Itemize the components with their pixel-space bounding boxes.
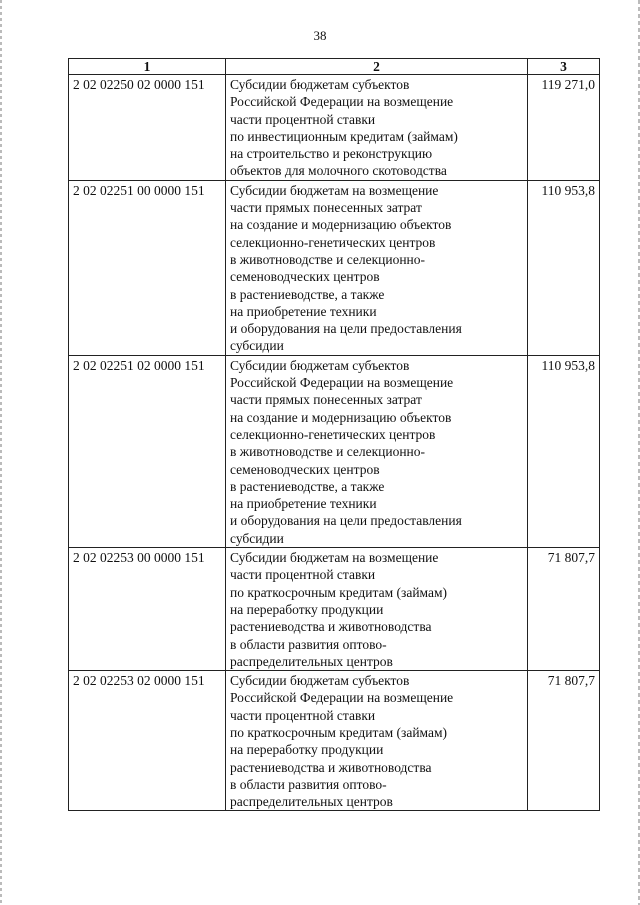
description-line: на строительство и реконструкцию — [230, 146, 433, 162]
description-line: и оборудования на цели предоставления — [230, 321, 462, 337]
description-line: Российской Федерации на возмещение — [230, 375, 454, 391]
description-line: субсидии — [230, 530, 284, 546]
column-header-code: 1 — [69, 59, 226, 75]
description-line: в области развития оптово- — [230, 636, 387, 652]
description-line: объектов для молочного скотоводства — [230, 163, 447, 179]
table-row — [69, 180, 600, 355]
budget-code: 2 02 02250 02 0000 151 — [69, 75, 226, 181]
table-row — [69, 548, 600, 671]
description-line: на приобретение техники — [230, 303, 377, 319]
description-line: семеноводческих центров — [230, 269, 380, 285]
table-row — [69, 355, 600, 547]
scan-edge-left — [0, 0, 2, 905]
page-number: 38 — [313, 28, 327, 43]
budget-code: 2 02 02253 00 0000 151 — [69, 548, 226, 671]
description-line: селекционно-генетических центров — [230, 234, 436, 250]
description-line: по краткосрочным кредитам (займам) — [230, 724, 448, 740]
table-header-row — [69, 59, 600, 75]
budget-code: 2 02 02251 00 0000 151 — [69, 180, 226, 355]
description-line: на приобретение техники — [230, 496, 377, 512]
budget-code: 2 02 02253 02 0000 151 — [69, 671, 226, 811]
budget-description — [226, 355, 528, 547]
description-line: части процентной ставки — [230, 707, 376, 723]
budget-description — [226, 180, 528, 355]
description-line: части процентной ставки — [230, 111, 376, 127]
description-line: на создание и модернизацию объектов — [230, 409, 452, 425]
table-row — [69, 75, 600, 181]
budget-description — [226, 75, 528, 181]
description-line: в животноводстве и селекционно- — [230, 251, 426, 267]
description-line: Субсидии бюджетам на возмещение — [230, 182, 439, 198]
description-line: части процентной ставки — [230, 567, 376, 583]
column-header-amount: 3 — [528, 59, 600, 75]
description-line: распределительных центров — [230, 794, 393, 810]
description-line: в области развития оптово- — [230, 776, 387, 792]
budget-amount: 71 807,7 — [528, 671, 600, 811]
description-line: Субсидии бюджетам субъектов — [230, 357, 410, 373]
description-line: Российской Федерации на возмещение — [230, 94, 454, 110]
description-line: на переработку продукции — [230, 601, 384, 617]
budget-amount: 110 953,8 — [528, 355, 600, 547]
description-line: растениеводства и животноводства — [230, 759, 432, 775]
description-line: селекционно-генетических центров — [230, 426, 436, 442]
budget-amount: 71 807,7 — [528, 548, 600, 671]
description-line: части прямых понесенных затрат — [230, 392, 422, 408]
budget-amount: 110 953,8 — [528, 180, 600, 355]
description-line: Российской Федерации на возмещение — [230, 690, 454, 706]
description-line: в животноводстве и селекционно- — [230, 444, 426, 460]
description-line: по краткосрочным кредитам (займам) — [230, 584, 448, 600]
description-line: в растениеводстве, а также — [230, 286, 385, 302]
description-line: Субсидии бюджетам субъектов — [230, 77, 410, 92]
table-row — [69, 671, 600, 811]
table-body — [69, 75, 600, 811]
description-line: Субсидии бюджетам субъектов — [230, 673, 410, 689]
description-line: и оборудования на цели предоставления — [230, 513, 462, 529]
budget-amount: 119 271,0 — [528, 75, 600, 181]
column-header-description: 2 — [226, 59, 528, 75]
budget-table — [68, 58, 600, 811]
description-line: по инвестиционным кредитам (займам) — [230, 128, 458, 144]
budget-description — [226, 548, 528, 671]
description-line: в растениеводстве, а также — [230, 478, 385, 494]
description-line: на создание и модернизацию объектов — [230, 217, 452, 233]
description-line: субсидии — [230, 338, 284, 354]
description-line: растениеводства и животноводства — [230, 619, 432, 635]
description-line: части прямых понесенных затрат — [230, 200, 422, 216]
budget-description — [226, 671, 528, 811]
description-line: семеноводческих центров — [230, 461, 380, 477]
budget-code: 2 02 02251 02 0000 151 — [69, 355, 226, 547]
description-line: распределительных центров — [230, 653, 393, 669]
description-line: на переработку продукции — [230, 742, 384, 758]
description-line: Субсидии бюджетам на возмещение — [230, 550, 439, 566]
